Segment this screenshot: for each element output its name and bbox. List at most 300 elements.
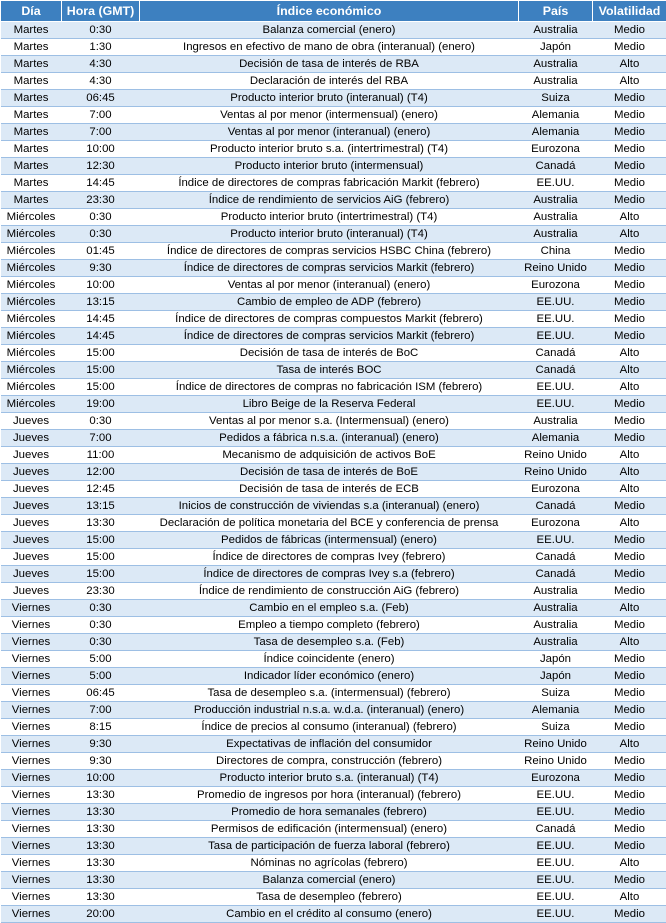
cell-time: 5:00 [62, 651, 140, 668]
cell-day: Martes [1, 175, 62, 192]
cell-volatility: Medio [593, 192, 666, 209]
cell-volatility: Alto [593, 600, 666, 617]
cell-index: Cambio de empleo de ADP (febrero) [140, 294, 519, 311]
cell-index: Tasa de interés BOC [140, 362, 519, 379]
cell-time: 13:15 [62, 294, 140, 311]
cell-volatility: Medio [593, 141, 666, 158]
cell-country: EE.UU. [519, 175, 593, 192]
header-row [1, 1, 666, 22]
cell-time: 7:00 [62, 430, 140, 447]
cell-index: Índice de directores de compras servicios HSBC China (febrero) [140, 243, 519, 260]
cell-volatility: Medio [593, 804, 666, 821]
cell-index: Decisión de tasa de interés de BoC [140, 345, 519, 362]
cell-day: Martes [1, 56, 62, 73]
table-row [1, 158, 666, 175]
cell-volatility: Medio [593, 719, 666, 736]
cell-day: Miércoles [1, 209, 62, 226]
table-row [1, 566, 666, 583]
cell-index: Índice coincidente (enero) [140, 651, 519, 668]
table-row [1, 685, 666, 702]
cell-volatility: Medio [593, 90, 666, 107]
cell-country: Reino Unido [519, 260, 593, 277]
cell-day: Viernes [1, 719, 62, 736]
cell-index: Producto interior bruto (intermensual) [140, 158, 519, 175]
cell-country: Japón [519, 651, 593, 668]
cell-country: Alemania [519, 124, 593, 141]
cell-volatility: Medio [593, 532, 666, 549]
cell-index: Ventas al por menor (interanual) (enero) [140, 277, 519, 294]
cell-country: Alemania [519, 430, 593, 447]
cell-time: 13:15 [62, 498, 140, 515]
cell-country: EE.UU. [519, 838, 593, 855]
cell-country: Suiza [519, 90, 593, 107]
cell-volatility: Medio [593, 566, 666, 583]
table-row [1, 311, 666, 328]
cell-time: 12:30 [62, 158, 140, 175]
cell-day: Martes [1, 73, 62, 90]
cell-country: Canadá [519, 498, 593, 515]
cell-index: Mecanismo de adquisición de activos BoE [140, 447, 519, 464]
table-row [1, 124, 666, 141]
cell-country: Reino Unido [519, 447, 593, 464]
cell-volatility: Alto [593, 56, 666, 73]
cell-volatility: Alto [593, 464, 666, 481]
cell-volatility: Alto [593, 362, 666, 379]
cell-day: Viernes [1, 804, 62, 821]
cell-volatility: Medio [593, 294, 666, 311]
table-row [1, 56, 666, 73]
cell-day: Miércoles [1, 328, 62, 345]
table-row [1, 345, 666, 362]
table-row [1, 328, 666, 345]
cell-day: Viernes [1, 668, 62, 685]
cell-day: Viernes [1, 821, 62, 838]
cell-volatility: Medio [593, 124, 666, 141]
cell-time: 0:30 [62, 413, 140, 430]
table-row [1, 821, 666, 838]
header-time: Hora (GMT) [62, 1, 140, 22]
table-row [1, 753, 666, 770]
cell-day: Jueves [1, 430, 62, 447]
cell-time: 12:45 [62, 481, 140, 498]
table-row [1, 787, 666, 804]
cell-index: Inicios de construcción de viviendas s.a (interanual) (enero) [140, 498, 519, 515]
cell-day: Jueves [1, 464, 62, 481]
cell-volatility: Alto [593, 855, 666, 872]
cell-time: 14:45 [62, 311, 140, 328]
cell-country: EE.UU. [519, 804, 593, 821]
table-row [1, 209, 666, 226]
cell-index: Ventas al por menor (intermensual) (enero) [140, 107, 519, 124]
cell-time: 15:00 [62, 379, 140, 396]
cell-day: Viernes [1, 617, 62, 634]
cell-country: Eurozona [519, 515, 593, 532]
table-row [1, 651, 666, 668]
table-row [1, 770, 666, 787]
cell-time: 12:00 [62, 464, 140, 481]
table-row [1, 515, 666, 532]
cell-index: Empleo a tiempo completo (febrero) [140, 617, 519, 634]
cell-index: Pedidos de fábricas (intermensual) (enero) [140, 532, 519, 549]
cell-day: Martes [1, 124, 62, 141]
cell-index: Ventas al por menor s.a. (Intermensual) (enero) [140, 413, 519, 430]
cell-index: Producto interior bruto (interanual) (T4) [140, 90, 519, 107]
table-row [1, 260, 666, 277]
cell-day: Martes [1, 158, 62, 175]
cell-volatility: Alto [593, 634, 666, 651]
cell-day: Viernes [1, 702, 62, 719]
cell-country: China [519, 243, 593, 260]
cell-index: Expectativas de inflación del consumidor [140, 736, 519, 753]
cell-day: Miércoles [1, 294, 62, 311]
table-row [1, 804, 666, 821]
cell-volatility: Medio [593, 328, 666, 345]
table-row [1, 107, 666, 124]
cell-volatility: Medio [593, 277, 666, 294]
cell-day: Martes [1, 107, 62, 124]
cell-index: Balanza comercial (enero) [140, 22, 519, 39]
cell-day: Martes [1, 141, 62, 158]
cell-country: Alemania [519, 702, 593, 719]
cell-day: Jueves [1, 413, 62, 430]
cell-volatility: Medio [593, 413, 666, 430]
cell-time: 06:45 [62, 685, 140, 702]
cell-volatility: Alto [593, 226, 666, 243]
cell-country: Canadá [519, 566, 593, 583]
cell-time: 0:30 [62, 600, 140, 617]
table-row [1, 702, 666, 719]
cell-day: Jueves [1, 447, 62, 464]
table-row [1, 294, 666, 311]
cell-volatility: Medio [593, 430, 666, 447]
cell-country: Australia [519, 73, 593, 90]
cell-time: 01:45 [62, 243, 140, 260]
cell-country: Australia [519, 226, 593, 243]
cell-time: 7:00 [62, 702, 140, 719]
cell-country: Australia [519, 413, 593, 430]
cell-index: Declaración de interés del RBA [140, 73, 519, 90]
table-row [1, 600, 666, 617]
cell-day: Viernes [1, 600, 62, 617]
cell-volatility: Medio [593, 498, 666, 515]
cell-time: 06:45 [62, 90, 140, 107]
cell-volatility: Medio [593, 651, 666, 668]
cell-time: 15:00 [62, 566, 140, 583]
cell-time: 15:00 [62, 549, 140, 566]
header-day: Día [1, 1, 62, 22]
cell-day: Miércoles [1, 277, 62, 294]
cell-country: Eurozona [519, 481, 593, 498]
cell-volatility: Medio [593, 906, 666, 923]
cell-time: 15:00 [62, 532, 140, 549]
table-row [1, 532, 666, 549]
cell-index: Índice de directores de compras servicios Markit (febrero) [140, 260, 519, 277]
cell-day: Miércoles [1, 226, 62, 243]
cell-country: EE.UU. [519, 379, 593, 396]
cell-volatility: Alto [593, 889, 666, 906]
table-row [1, 362, 666, 379]
table-row [1, 39, 666, 56]
cell-index: Libro Beige de la Reserva Federal [140, 396, 519, 413]
cell-time: 15:00 [62, 345, 140, 362]
table-row [1, 73, 666, 90]
cell-index: Decisión de tasa de interés de BoE [140, 464, 519, 481]
cell-time: 13:30 [62, 838, 140, 855]
cell-index: Declaración de política monetaria del BCE y conferencia de prensa [140, 515, 519, 532]
table-row [1, 243, 666, 260]
cell-time: 0:30 [62, 209, 140, 226]
cell-day: Viernes [1, 685, 62, 702]
cell-day: Jueves [1, 515, 62, 532]
cell-index: Tasa de participación de fuerza laboral (febrero) [140, 838, 519, 855]
cell-volatility: Medio [593, 260, 666, 277]
cell-day: Jueves [1, 498, 62, 515]
cell-day: Viernes [1, 753, 62, 770]
cell-volatility: Alto [593, 345, 666, 362]
cell-index: Índice de directores de compras servicios Markit (febrero) [140, 328, 519, 345]
cell-country: Suiza [519, 719, 593, 736]
cell-volatility: Alto [593, 736, 666, 753]
cell-country: Canadá [519, 362, 593, 379]
cell-index: Producto interior bruto s.a. (intertrimestral) (T4) [140, 141, 519, 158]
cell-index: Permisos de edificación (intermensual) (enero) [140, 821, 519, 838]
cell-index: Ingresos en efectivo de mano de obra (interanual) (enero) [140, 39, 519, 56]
cell-day: Viernes [1, 838, 62, 855]
cell-time: 0:30 [62, 634, 140, 651]
cell-country: Canadá [519, 549, 593, 566]
table-row [1, 141, 666, 158]
table-row [1, 175, 666, 192]
table-row [1, 379, 666, 396]
cell-time: 14:45 [62, 175, 140, 192]
table-header [1, 1, 666, 22]
cell-country: Eurozona [519, 141, 593, 158]
table-row [1, 464, 666, 481]
cell-day: Viernes [1, 651, 62, 668]
cell-volatility: Medio [593, 396, 666, 413]
cell-time: 10:00 [62, 277, 140, 294]
cell-time: 23:30 [62, 583, 140, 600]
cell-volatility: Alto [593, 209, 666, 226]
cell-index: Nóminas no agrícolas (febrero) [140, 855, 519, 872]
cell-day: Martes [1, 39, 62, 56]
header-index: Índice económico [140, 1, 519, 22]
table-row [1, 872, 666, 889]
cell-country: EE.UU. [519, 294, 593, 311]
cell-index: Balanza comercial (enero) [140, 872, 519, 889]
cell-time: 19:00 [62, 396, 140, 413]
cell-index: Cambio en el empleo s.a. (Feb) [140, 600, 519, 617]
cell-time: 5:00 [62, 668, 140, 685]
cell-day: Miércoles [1, 362, 62, 379]
cell-day: Viernes [1, 770, 62, 787]
cell-country: Eurozona [519, 277, 593, 294]
cell-index: Producto interior bruto (interanual) (T4) [140, 226, 519, 243]
cell-country: Australia [519, 583, 593, 600]
cell-country: EE.UU. [519, 311, 593, 328]
table-row [1, 719, 666, 736]
cell-time: 9:30 [62, 736, 140, 753]
cell-time: 13:30 [62, 872, 140, 889]
table-row [1, 22, 666, 39]
cell-country: EE.UU. [519, 396, 593, 413]
cell-time: 0:30 [62, 22, 140, 39]
cell-time: 23:30 [62, 192, 140, 209]
cell-country: Japón [519, 668, 593, 685]
cell-volatility: Medio [593, 583, 666, 600]
table-row [1, 736, 666, 753]
cell-volatility: Medio [593, 787, 666, 804]
cell-day: Jueves [1, 583, 62, 600]
cell-time: 13:30 [62, 889, 140, 906]
cell-index: Índice de directores de compras fabricación Markit (febrero) [140, 175, 519, 192]
table-row [1, 855, 666, 872]
cell-country: Japón [519, 39, 593, 56]
cell-country: Reino Unido [519, 753, 593, 770]
cell-country: Eurozona [519, 770, 593, 787]
cell-volatility: Alto [593, 73, 666, 90]
cell-day: Miércoles [1, 396, 62, 413]
table-row [1, 906, 666, 923]
cell-volatility: Medio [593, 39, 666, 56]
cell-time: 11:00 [62, 447, 140, 464]
cell-day: Viernes [1, 787, 62, 804]
cell-day: Viernes [1, 889, 62, 906]
cell-time: 13:30 [62, 804, 140, 821]
cell-country: Australia [519, 56, 593, 73]
cell-volatility: Alto [593, 447, 666, 464]
cell-time: 13:30 [62, 787, 140, 804]
header-volatility: Volatilidad [593, 1, 666, 22]
cell-volatility: Medio [593, 22, 666, 39]
table-row [1, 668, 666, 685]
cell-index: Tasa de desempleo s.a. (Feb) [140, 634, 519, 651]
cell-country: Australia [519, 600, 593, 617]
cell-index: Promedio de ingresos por hora (interanual) (febrero) [140, 787, 519, 804]
table-row [1, 889, 666, 906]
cell-index: Decisión de tasa de interés de ECB [140, 481, 519, 498]
cell-day: Viernes [1, 634, 62, 651]
cell-index: Indicador líder económico (enero) [140, 668, 519, 685]
cell-country: Australia [519, 22, 593, 39]
cell-time: 10:00 [62, 141, 140, 158]
cell-volatility: Medio [593, 872, 666, 889]
cell-volatility: Medio [593, 107, 666, 124]
cell-day: Martes [1, 90, 62, 107]
cell-day: Martes [1, 192, 62, 209]
cell-time: 8:15 [62, 719, 140, 736]
cell-country: EE.UU. [519, 889, 593, 906]
cell-country: Australia [519, 209, 593, 226]
table-row [1, 277, 666, 294]
cell-day: Jueves [1, 566, 62, 583]
cell-index: Cambio en el crédito al consumo (enero) [140, 906, 519, 923]
header-country: País [519, 1, 593, 22]
cell-volatility: Medio [593, 770, 666, 787]
cell-time: 15:00 [62, 362, 140, 379]
cell-country: Alemania [519, 107, 593, 124]
cell-volatility: Alto [593, 515, 666, 532]
cell-volatility: Medio [593, 243, 666, 260]
cell-index: Producto interior bruto (intertrimestral) (T4) [140, 209, 519, 226]
table-row [1, 447, 666, 464]
cell-country: Australia [519, 192, 593, 209]
cell-time: 13:30 [62, 855, 140, 872]
cell-index: Promedio de hora semanales (febrero) [140, 804, 519, 821]
cell-volatility: Medio [593, 838, 666, 855]
table-row [1, 430, 666, 447]
table-row [1, 498, 666, 515]
table-row [1, 396, 666, 413]
cell-volatility: Medio [593, 685, 666, 702]
cell-index: Índice de directores de compras compuestos Markit (febrero) [140, 311, 519, 328]
cell-volatility: Alto [593, 379, 666, 396]
table-row [1, 481, 666, 498]
cell-day: Miércoles [1, 345, 62, 362]
cell-country: Canadá [519, 345, 593, 362]
table-row [1, 90, 666, 107]
cell-day: Miércoles [1, 243, 62, 260]
cell-volatility: Medio [593, 668, 666, 685]
cell-day: Jueves [1, 549, 62, 566]
table-row [1, 617, 666, 634]
cell-time: 0:30 [62, 226, 140, 243]
cell-time: 13:30 [62, 821, 140, 838]
cell-volatility: Medio [593, 617, 666, 634]
table-row [1, 192, 666, 209]
cell-index: Índice de directores de compras Ivey s.a (febrero) [140, 566, 519, 583]
cell-index: Tasa de desempleo (febrero) [140, 889, 519, 906]
cell-country: Canadá [519, 158, 593, 175]
cell-day: Jueves [1, 481, 62, 498]
cell-volatility: Medio [593, 175, 666, 192]
cell-country: Reino Unido [519, 464, 593, 481]
cell-time: 1:30 [62, 39, 140, 56]
cell-time: 7:00 [62, 124, 140, 141]
cell-day: Viernes [1, 736, 62, 753]
cell-day: Miércoles [1, 311, 62, 328]
cell-index: Índice de precios al consumo (interanual) (febrero) [140, 719, 519, 736]
cell-index: Decisión de tasa de interés de RBA [140, 56, 519, 73]
cell-country: Canadá [519, 821, 593, 838]
cell-country: EE.UU. [519, 328, 593, 345]
cell-volatility: Medio [593, 753, 666, 770]
cell-country: Australia [519, 617, 593, 634]
cell-volatility: Medio [593, 158, 666, 175]
cell-day: Martes [1, 22, 62, 39]
cell-index: Índice de directores de compras Ivey (febrero) [140, 549, 519, 566]
cell-volatility: Medio [593, 311, 666, 328]
cell-time: 4:30 [62, 73, 140, 90]
cell-volatility: Medio [593, 702, 666, 719]
cell-country: Reino Unido [519, 736, 593, 753]
cell-country: EE.UU. [519, 532, 593, 549]
cell-time: 9:30 [62, 260, 140, 277]
table-body [1, 22, 666, 923]
cell-day: Miércoles [1, 379, 62, 396]
table-row [1, 226, 666, 243]
table-row [1, 838, 666, 855]
cell-index: Ventas al por menor (interanual) (enero) [140, 124, 519, 141]
cell-country: Suiza [519, 685, 593, 702]
cell-country: EE.UU. [519, 906, 593, 923]
cell-volatility: Medio [593, 549, 666, 566]
cell-index: Producto interior bruto s.a. (interanual) (T4) [140, 770, 519, 787]
cell-day: Viernes [1, 855, 62, 872]
cell-time: 4:30 [62, 56, 140, 73]
cell-time: 10:00 [62, 770, 140, 787]
cell-day: Viernes [1, 872, 62, 889]
